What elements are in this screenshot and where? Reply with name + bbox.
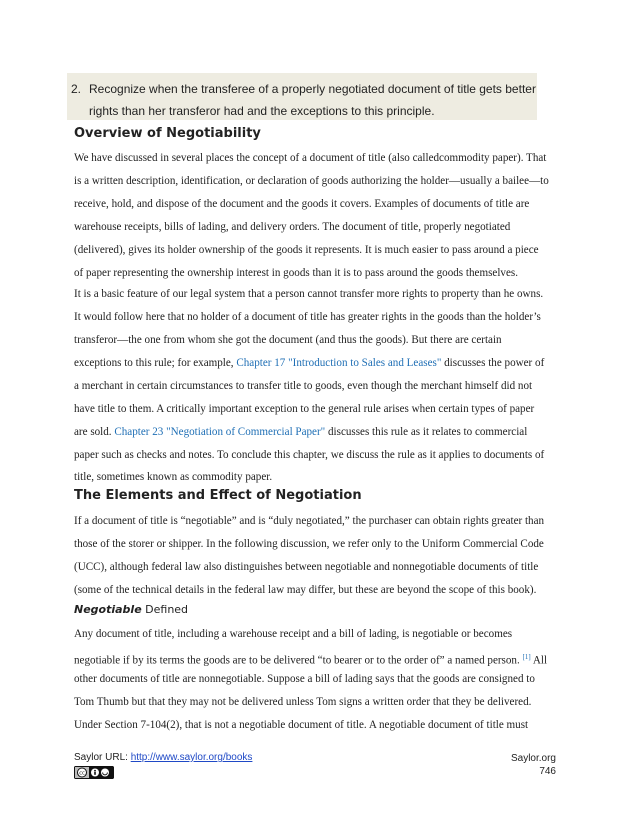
text-segment: are sold. xyxy=(74,426,115,438)
paragraph-line: warehouse receipts, bills of lading, and delivery orders. The document of title, properly negotiated xyxy=(74,221,511,233)
paragraph-line: have title to them. A critically important exception to the general rule arises when certain types of paper xyxy=(74,403,535,415)
footer-site: Saylor.org xyxy=(510,753,556,764)
text-segment: discusses this rule as it relates to commercial xyxy=(325,426,528,438)
footer-url-link[interactable]: http://www.saylor.org/books xyxy=(130,752,253,763)
heading-negotiable-defined xyxy=(74,603,188,616)
paragraph-line: is a written description, identification, or declaration of goods authorizing the holder—usually a bailee—to xyxy=(74,175,549,187)
paragraph-line: Tom Thumb but that they may not be delivered unless Tom signs a written order that they be delivered. xyxy=(74,696,532,708)
paragraph-line: transferor—the one from whom she got the document (and thus the goods). But there are certain xyxy=(74,334,502,346)
paragraph-line: Under Section 7-104(2), that is not a negotiable document of title. A negotiable document of title must xyxy=(74,719,529,731)
paragraph-line xyxy=(74,425,556,439)
paragraph-line: It would follow here that no holder of a document of title has greater rights in the goods than the holder’s xyxy=(74,311,541,323)
footer-site-info xyxy=(511,752,556,778)
paragraph-line: title, sometimes known as commodity paper. xyxy=(74,471,273,483)
paragraph-line: (delivered), gives its holder ownership of the goods it represents. It is much easier to pass around a piece xyxy=(74,244,539,256)
text-segment: All xyxy=(530,654,548,667)
creative-commons-icon xyxy=(74,766,114,779)
heading-rest: Defined xyxy=(141,603,189,616)
footer-source xyxy=(74,752,252,763)
heading-emphasis: Negotiable xyxy=(74,603,142,616)
paragraph-line: paper such as checks and notes. To conclude this chapter, we discuss the rule as it applies to documents of xyxy=(74,449,545,461)
paragraph-line xyxy=(74,356,556,370)
paragraph-line: other documents of title are nonnegotiable. Suppose a bill of lading says that the goods are consigned to xyxy=(74,673,535,685)
text-segment: exceptions to this rule; for example, xyxy=(74,357,237,369)
text-segment: negotiable if by its terms the goods are to be delivered “to bearer or to the order of” a named person. xyxy=(74,654,523,667)
page-number: 746 xyxy=(539,766,556,777)
text-segment: discusses the power of xyxy=(441,357,545,369)
footer-url-label: Saylor URL: xyxy=(74,752,131,763)
heading-overview: Overview of Negotiability xyxy=(74,126,261,141)
objective-line-2: rights than her transferor had and the exceptions to this principle. xyxy=(89,104,435,118)
paragraph-line: a merchant in certain circumstances to transfer title to goods, even though the merchant himself did not xyxy=(74,380,533,392)
paragraph-line xyxy=(74,650,556,668)
paragraph-line: It is a basic feature of our legal system that a person cannot transfer more rights to property than he owns. xyxy=(74,288,544,300)
objective-line-1: Recognize when the transferee of a properly negotiated document of title gets better xyxy=(89,82,536,96)
paragraph-line: (UCC), although federal law also distinguishes between negotiable and nonnegotiable documents of title xyxy=(74,561,539,573)
objective-number: 2. xyxy=(71,82,82,96)
paragraph-line: receive, hold, and dispose of the document and the goods it covers. Examples of documents of title are xyxy=(74,198,530,210)
heading-elements: The Elements and Effect of Negotiation xyxy=(74,488,362,503)
paragraph-line: those of the storer or shipper. In the following discussion, we refer only to the Uniform Commercial Code xyxy=(74,538,544,550)
chapter-17-link[interactable]: Chapter 17 "Introduction to Sales and Leases" xyxy=(236,357,442,369)
learning-objective-box xyxy=(67,73,537,120)
chapter-23-link[interactable]: Chapter 23 "Negotiation of Commercial Paper" xyxy=(114,426,326,438)
paragraph-line: If a document of title is “negotiable” and is “duly negotiated,” the purchaser can obtain rights greater than xyxy=(74,515,545,527)
paragraph-line: (some of the technical details in the federal law may differ, but these are beyond the scope of this book). xyxy=(74,584,537,596)
footnote-ref[interactable]: [1] xyxy=(522,653,531,661)
cc-badge-graphic xyxy=(74,766,114,779)
paragraph-line: of paper representing the ownership interest in goods than it is to pass around the goods themselves. xyxy=(74,267,518,279)
paragraph-line: We have discussed in several places the concept of a document of title (also calledcommodity paper). That xyxy=(74,152,547,164)
svg-text:cc: cc xyxy=(79,770,85,777)
paragraph-line: Any document of title, including a warehouse receipt and a bill of lading, is negotiable or becomes xyxy=(74,628,513,640)
